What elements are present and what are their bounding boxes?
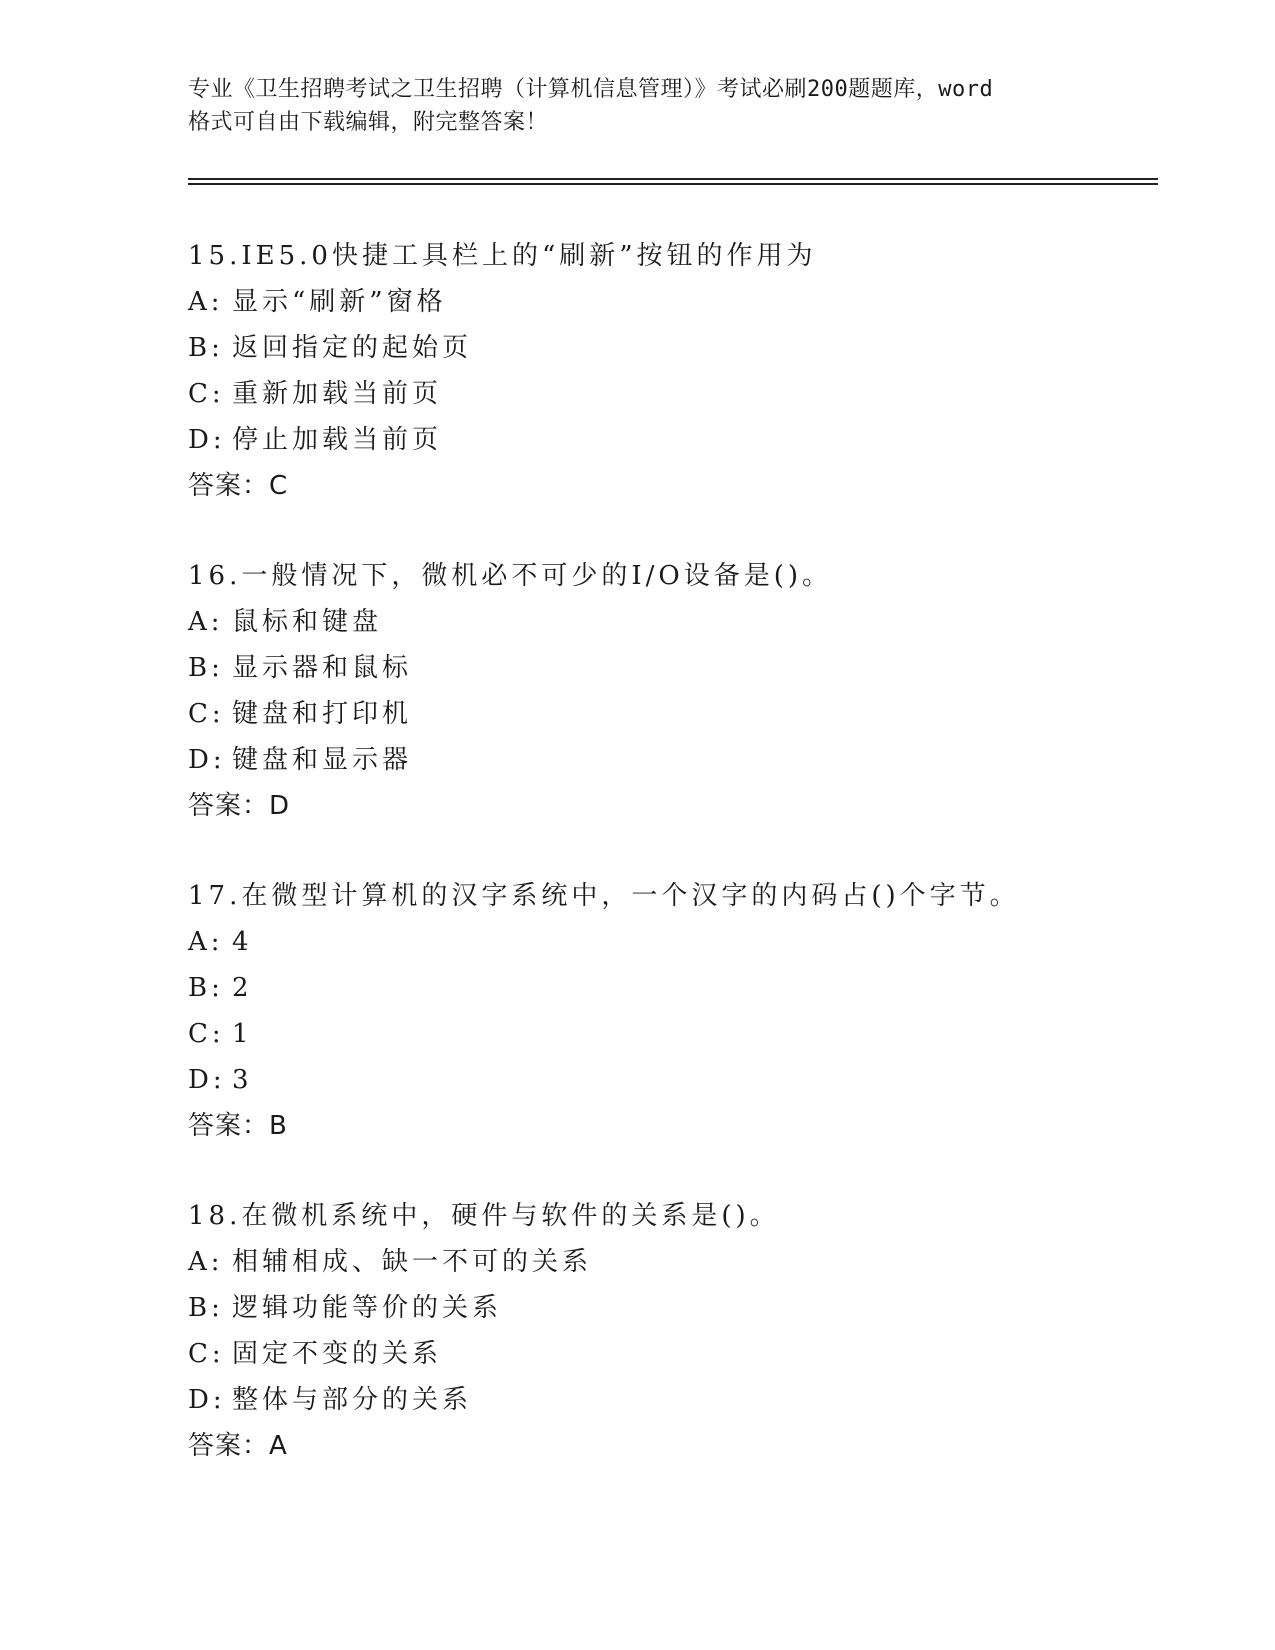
header-divider-top (188, 178, 1158, 180)
option-c (188, 1331, 1148, 1377)
option-b (188, 965, 1148, 1011)
option-a (188, 279, 1148, 325)
option-letter: D: (188, 745, 226, 775)
header-line-1: 专业《卫生招聘考试之卫生招聘（计算机信息管理）》考试必刷200题题库，word (188, 77, 994, 102)
option-c (188, 371, 1148, 417)
option-text: 逻辑功能等价的关系 (232, 1293, 503, 1323)
option-letter: C: (188, 379, 225, 409)
option-text: 显示“刷新”窗格 (232, 287, 447, 317)
option-a (188, 919, 1148, 965)
option-d (188, 417, 1148, 463)
option-text: 重新加载当前页 (232, 379, 443, 409)
question-title: 17.在微型计算机的汉字系统中，一个汉字的内码占()个字节。 (188, 881, 1020, 911)
question-16 (188, 553, 1148, 829)
option-a (188, 1239, 1148, 1285)
option-text: 相辅相成、缺一不可的关系 (232, 1247, 593, 1277)
option-letter: A: (188, 607, 224, 637)
option-text: 返回指定的起始页 (232, 333, 473, 363)
option-text: 键盘和显示器 (232, 745, 413, 775)
option-b (188, 325, 1148, 371)
option-letter: C: (188, 699, 225, 729)
option-letter: A: (188, 287, 224, 317)
option-text: 固定不变的关系 (232, 1339, 443, 1369)
option-letter: B: (188, 333, 224, 363)
option-text: 整体与部分的关系 (232, 1385, 473, 1415)
question-title: 18.在微机系统中，硬件与软件的关系是()。 (188, 1201, 780, 1231)
option-letter: C: (188, 1019, 225, 1049)
option-letter: D: (188, 1385, 226, 1415)
option-b (188, 645, 1148, 691)
option-text: 1 (232, 1019, 253, 1049)
document-header (188, 73, 1108, 139)
option-text: 3 (232, 1065, 253, 1095)
option-text: 鼠标和键盘 (232, 607, 383, 637)
option-d (188, 1057, 1148, 1103)
option-letter: D: (188, 1065, 226, 1095)
option-c (188, 691, 1148, 737)
option-letter: D: (188, 425, 226, 455)
answer-label: 答案：A (188, 1431, 288, 1461)
question-15 (188, 233, 1148, 509)
question-17 (188, 873, 1148, 1149)
header-line-2: 格式可自由下载编辑，附完整答案！ (188, 110, 549, 135)
option-a (188, 599, 1148, 645)
answer-label: 答案：B (188, 1111, 288, 1141)
question-title: 16.一般情况下，微机必不可少的I/O设备是()。 (188, 561, 832, 591)
option-text: 4 (232, 927, 253, 957)
option-b (188, 1285, 1148, 1331)
option-d (188, 737, 1148, 783)
question-title: 15.IE5.0快捷工具栏上的“刷新”按钮的作用为 (188, 241, 817, 271)
option-letter: B: (188, 1293, 224, 1323)
option-text: 键盘和打印机 (232, 699, 413, 729)
option-text: 2 (232, 973, 253, 1003)
option-letter: C: (188, 1339, 225, 1369)
option-letter: A: (188, 927, 224, 957)
header-divider-bottom (188, 183, 1158, 185)
answer-label: 答案：D (188, 791, 291, 821)
option-letter: A: (188, 1247, 224, 1277)
option-letter: B: (188, 973, 224, 1003)
option-text: 显示器和鼠标 (232, 653, 413, 683)
option-c (188, 1011, 1148, 1057)
answer-label: 答案：C (188, 471, 289, 501)
question-18 (188, 1193, 1148, 1469)
option-d (188, 1377, 1148, 1423)
option-letter: B: (188, 653, 224, 683)
option-text: 停止加载当前页 (232, 425, 443, 455)
